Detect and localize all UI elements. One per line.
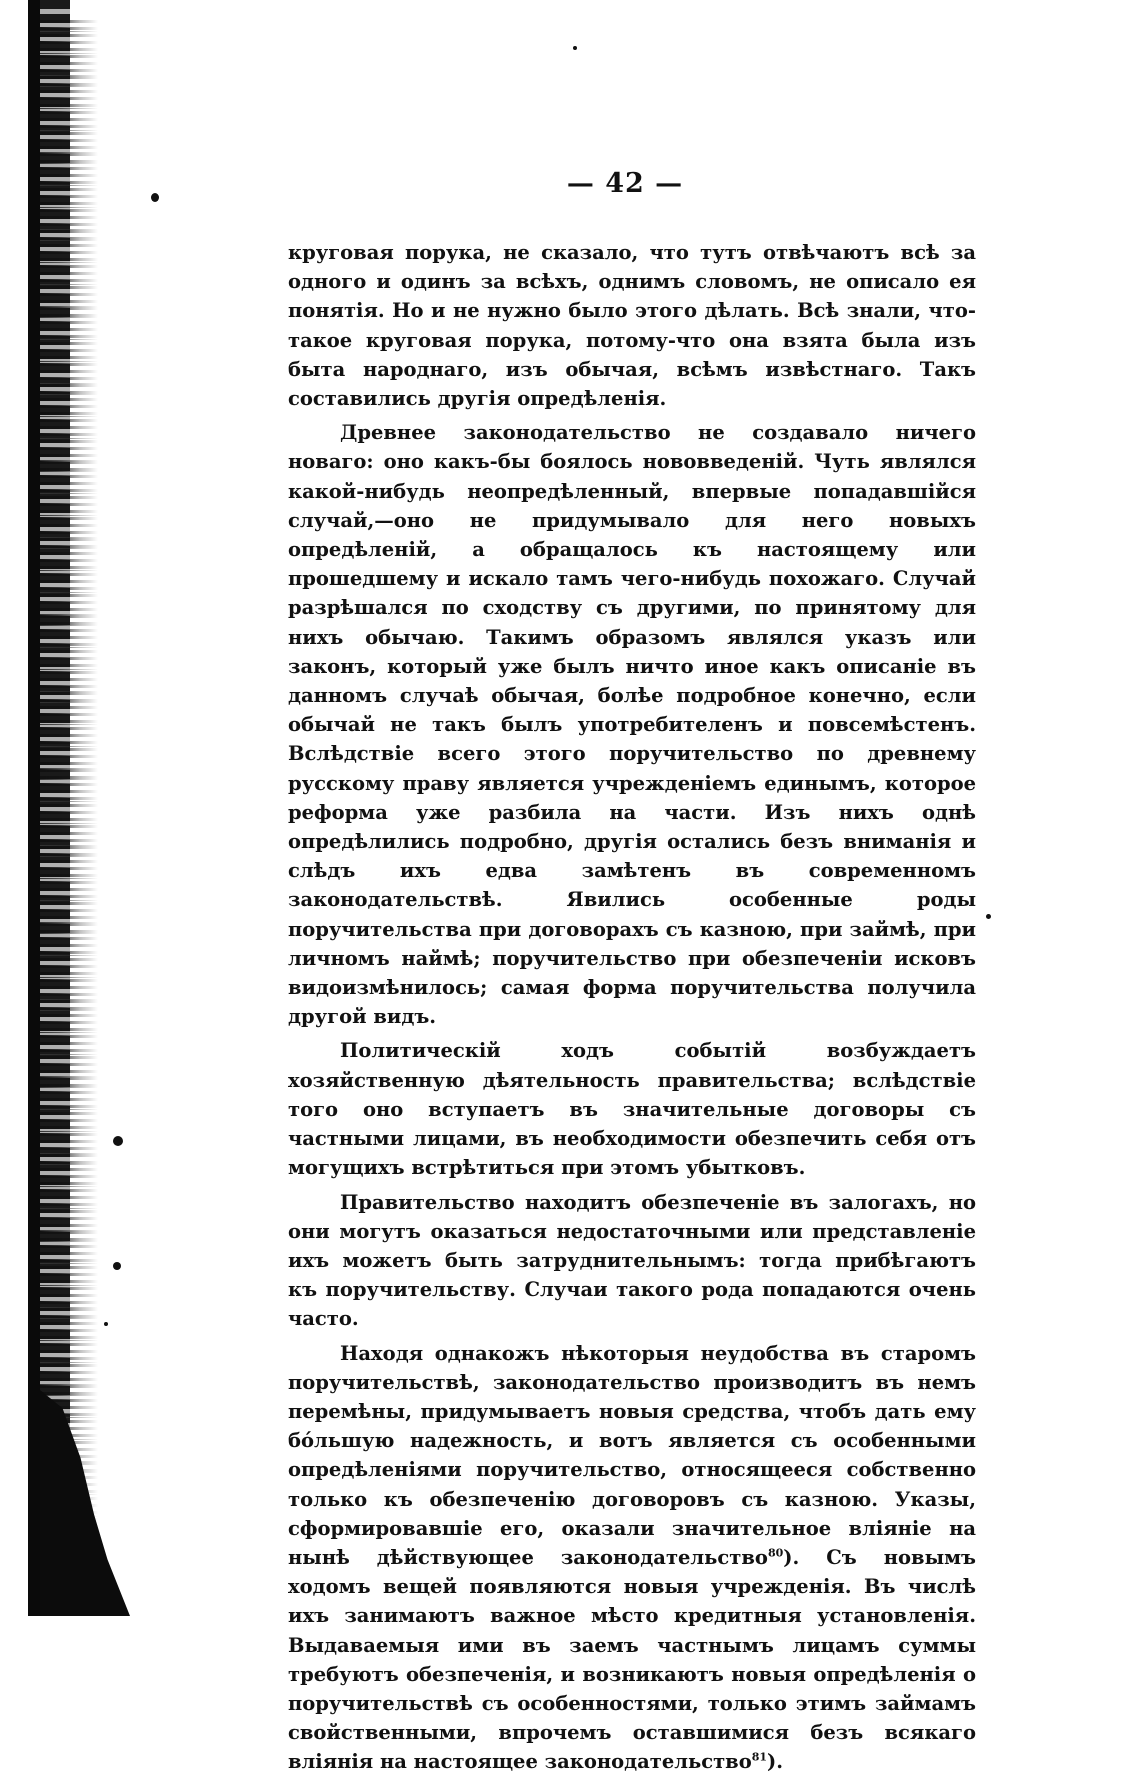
scan-speck: [573, 46, 577, 50]
body-text: [288, 238, 976, 1782]
scan-speck: [986, 914, 991, 919]
binding-edge: [28, 0, 40, 1616]
paragraph-text: ). Съ новымъ ходомъ вещей появляются новыя учрежденія. Въ числѣ ихъ занимаютъ важное мѣсто кредитныя установленія. Выдаваемыя ими въ заемъ частнымъ лицамъ суммы требуютъ обезпеченія, и возникаютъ новыя опредѣленія о поручительствѣ съ особенностями, только этимъ займамъ свойственными, впрочемъ оставшимися безъ всякаго вліянія на настоящее законодательство: [288, 1545, 977, 1774]
scan-speck: [113, 1136, 123, 1146]
paragraph: Древнее законодательство не создавало ничего новаго: оно какъ-бы боялось нововведеній. Чуть являлся какой-нибудь неопредѣленный, впервые попадавшійся случай,—оно не придумывало для него новыхъ опредѣленій, а обращалось къ настоящему или прошедшему и искало тамъ чего-нибудь похожаго. Случай разрѣшался по сходству съ другими, по принятому для нихъ обычаю. Такимъ образомъ являлся указъ или законъ, который уже былъ ничто иное какъ описаніе въ данномъ случаѣ обычая, болѣе подробное конечно, если обычай не такъ былъ употребителенъ и повсемѣстенъ. Вслѣдствіе всего этого поручительство по древнему русскому праву является учрежденіемъ единымъ, которое реформа уже разбила на части. Изъ нихъ однѣ опредѣлились подробно, другія остались безъ вниманія и слѣдъ ихъ едва замѣтенъ въ современномъ законодательствѣ. Явились особенные роды поручительства при договорахъ съ казною, при займѣ, при личномъ наймѣ; поручительство при обезпеченіи исковъ видоизмѣнилось; самая форма поручительства получила другой видъ.: [288, 421, 976, 1029]
paragraph: Правительство находитъ обезпеченіе въ залогахъ, но они могутъ оказаться недостаточными или представленіе ихъ можетъ быть затруднительнымъ: тогда прибѣгаютъ къ поручительству. Случаи такого рода попадаются очень часто.: [288, 1190, 976, 1331]
footnote-ref-80[interactable]: 80: [767, 1546, 784, 1560]
paragraph-text: ).: [767, 1750, 784, 1774]
footnote-ref-81[interactable]: 81: [751, 1750, 768, 1764]
scan-speck: [104, 1322, 108, 1326]
paragraph-continuation: круговая порука, не сказало, что тутъ отвѣчаютъ всѣ за одного и одинъ за всѣхъ, однимъ словомъ, не описало ея понятія. Но и не нужно было этого дѣлать. Всѣ знали, что-такое круговая порука, потому-что она взята была изъ быта народнаго, изъ обычая, всѣмъ извѣстнаго. Такъ составились другія опредѣленія.: [288, 241, 976, 411]
scan-speck: [113, 1262, 121, 1270]
paragraph-text: Находя однакожъ нѣкоторыя неудобства въ старомъ поручительствѣ, законодательство производитъ въ немъ перемѣны, придумываетъ новыя средства, чтобъ дать ему бóльшую надежность, и вотъ является съ особенными опредѣленіями поручительство, относящееся собственно только къ обезпеченію договоровъ съ казною. Указы, сформировавшіе его, оказали значительное вліяніе на нынѣ дѣйствующее законодательство: [288, 1341, 976, 1569]
paragraph: [288, 1339, 976, 1777]
page-number: — 42 —: [566, 168, 684, 199]
paragraph: Политическій ходъ событій возбуждаетъ хозяйственную дѣятельность правительства; вслѣдствіе того оно вступаетъ въ значительные договоры съ частными лицами, въ необходимости обезпечить себя отъ могущихъ встрѣтиться при этомъ убытковъ.: [288, 1039, 976, 1180]
binding-fringe: [40, 20, 98, 1590]
scan-speck: [151, 193, 159, 202]
